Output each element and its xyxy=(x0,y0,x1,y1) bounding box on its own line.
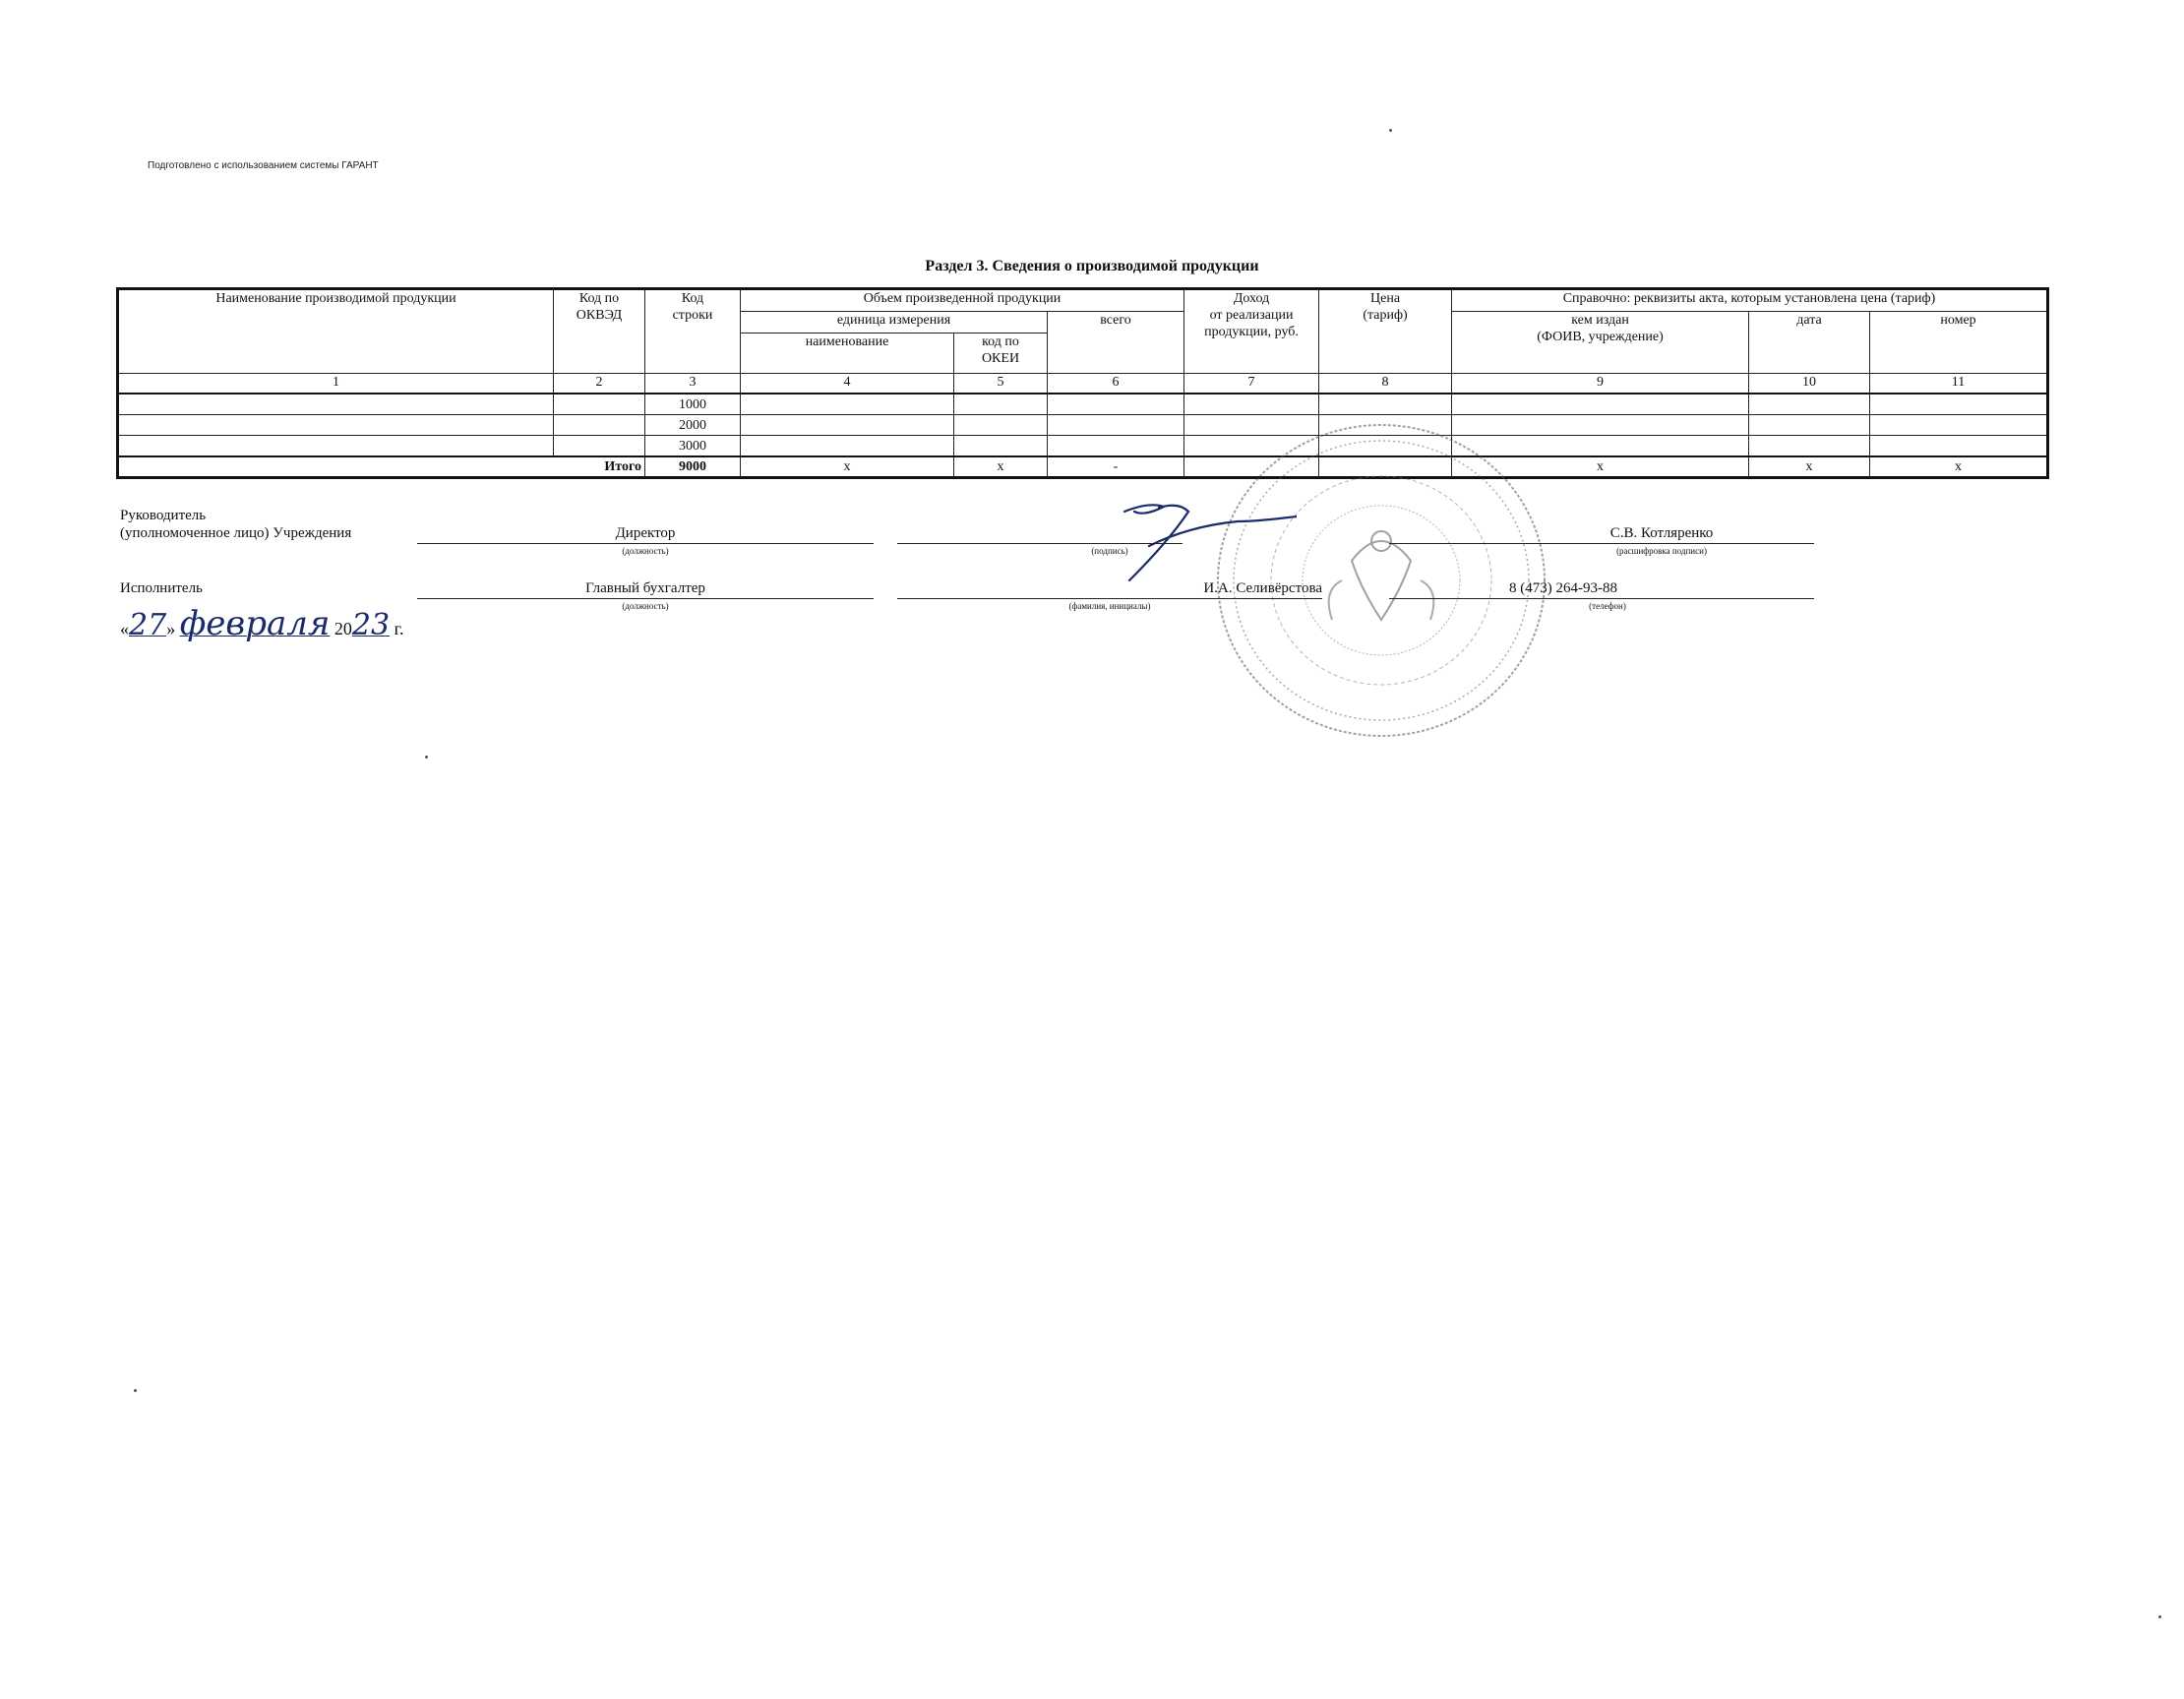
date-year-tail: г. xyxy=(394,619,404,638)
date-year-suffix: 23 xyxy=(351,608,391,642)
row-code: 3000 xyxy=(645,436,741,457)
date-month: февраля xyxy=(179,604,331,643)
garant-note: Подготовлено с использованием системы ГАРАНТ xyxy=(148,160,379,171)
header-income-line3: продукции, руб. xyxy=(1204,325,1299,339)
header-total-volume: всего xyxy=(1048,312,1184,374)
header-unit-name: наименование xyxy=(741,334,954,374)
scan-speck xyxy=(2158,1615,2161,1618)
col-number: 3 xyxy=(645,374,741,394)
total-okei: x xyxy=(954,456,1048,478)
row-code: 1000 xyxy=(645,394,741,415)
scan-speck xyxy=(1389,129,1392,132)
header-okei-line1: код по xyxy=(982,334,1019,349)
total-code: 9000 xyxy=(645,456,741,478)
header-okved xyxy=(554,289,645,374)
executor-name-caption: (фамилия, инициалы) xyxy=(1068,601,1151,611)
scan-speck xyxy=(134,1389,137,1392)
col-number: 6 xyxy=(1048,374,1184,394)
table-row xyxy=(118,436,2048,457)
header-income-line2: от реализации xyxy=(1209,308,1294,323)
header-income-line1: Доход xyxy=(1233,291,1270,306)
total-label: Итого xyxy=(554,456,645,478)
executor-position-caption: (должность) xyxy=(622,601,669,611)
header-reference: Справочно: реквизиты акта, которым установлена цена (тариф) xyxy=(1452,289,2048,312)
head-position-line xyxy=(417,543,874,544)
section-title: Раздел 3. Сведения о производимой продукции xyxy=(925,258,1259,274)
table-row xyxy=(118,415,2048,436)
executor-position: Главный бухгалтер xyxy=(585,580,705,596)
col-number: 10 xyxy=(1749,374,1870,394)
header-price xyxy=(1319,289,1452,374)
col-number: 11 xyxy=(1870,374,2048,394)
row-code: 2000 xyxy=(645,415,741,436)
head-name-line xyxy=(1389,543,1814,544)
header-income xyxy=(1184,289,1319,374)
header-price-line1: Цена xyxy=(1370,291,1401,306)
header-row-code xyxy=(645,289,741,374)
header-row-1 xyxy=(118,289,2048,312)
executor-name-line xyxy=(897,598,1322,599)
col-number: 2 xyxy=(554,374,645,394)
head-name: С.В. Котляренко xyxy=(1609,525,1714,541)
header-act-number: номер xyxy=(1870,312,2048,374)
col-number: 5 xyxy=(954,374,1048,394)
signature-icon xyxy=(1080,492,1297,590)
head-position: Директор xyxy=(615,525,676,541)
date-day: 27 xyxy=(129,608,167,642)
total-issued: x xyxy=(1452,456,1749,478)
date-year-prefix: 20 xyxy=(334,619,352,638)
production-table xyxy=(116,287,2049,479)
signature-caption: (подпись) xyxy=(1091,546,1128,556)
head-label-1: Руководитель xyxy=(120,508,207,523)
executor-phone-caption: (телефон) xyxy=(1589,601,1626,611)
date-open-quote: « xyxy=(120,619,129,638)
col-number: 9 xyxy=(1452,374,1749,394)
header-okei-line2: ОКЕИ xyxy=(981,351,1020,366)
total-volume: - xyxy=(1048,456,1184,478)
header-okved-line1: Код по xyxy=(578,291,620,306)
total-row xyxy=(118,456,2048,478)
date-close-quote: » xyxy=(166,619,176,638)
document-date xyxy=(120,604,403,643)
header-issued-by xyxy=(1452,312,1749,374)
head-position-caption: (должность) xyxy=(622,546,669,556)
scan-speck xyxy=(425,756,428,758)
head-name-caption: (расшифровка подписи) xyxy=(1616,546,1707,556)
executor-phone-line xyxy=(1389,598,1814,599)
col-number: 4 xyxy=(741,374,954,394)
total-act-date: x xyxy=(1749,456,1870,478)
header-code-line1: Код xyxy=(681,291,704,306)
column-numbers-row xyxy=(118,374,2048,394)
header-okei xyxy=(954,334,1048,374)
col-number: 8 xyxy=(1319,374,1452,394)
header-issued-line1: кем издан xyxy=(1571,313,1629,328)
executor-position-line xyxy=(417,598,874,599)
header-act-date: дата xyxy=(1749,312,1870,374)
head-label-2: (уполномоченное лицо) Учреждения xyxy=(120,525,352,541)
header-okved-line2: ОКВЭД xyxy=(576,308,623,323)
header-price-line2: (тариф) xyxy=(1363,308,1408,323)
header-volume: Объем произведенной продукции xyxy=(741,289,1184,312)
executor-label: Исполнитель xyxy=(120,580,203,596)
header-code-line2: строки xyxy=(672,308,713,323)
executor-name: И.А. Селивёрстова xyxy=(1203,580,1322,596)
header-issued-line2: (ФОИВ, учреждение) xyxy=(1537,330,1664,344)
total-unit-name: x xyxy=(741,456,954,478)
col-number: 7 xyxy=(1184,374,1319,394)
header-product-name: Наименование производимой продукции xyxy=(118,289,554,374)
header-unit: единица измерения xyxy=(741,312,1048,334)
total-act-number: x xyxy=(1870,456,2048,478)
table-row xyxy=(118,394,2048,415)
executor-phone: 8 (473) 264-93-88 xyxy=(1509,580,1617,596)
head-signature-line xyxy=(897,543,1183,544)
col-number: 1 xyxy=(118,374,554,394)
